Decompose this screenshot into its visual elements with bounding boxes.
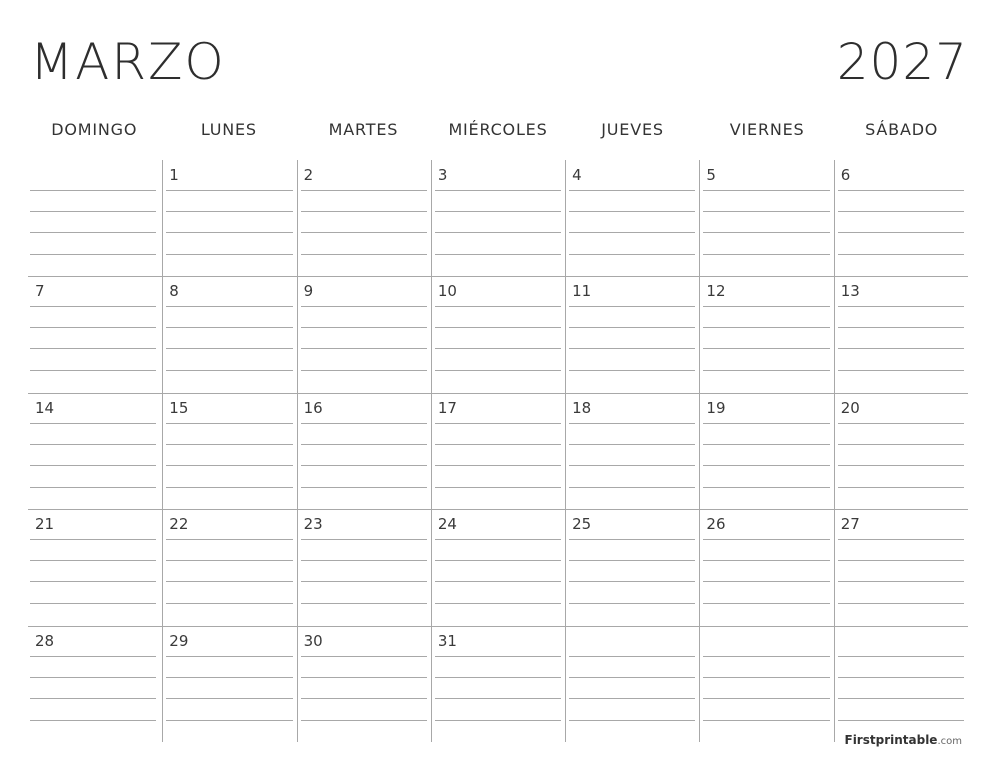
day-number: 21 bbox=[35, 515, 55, 534]
writing-line bbox=[301, 539, 427, 540]
day-cell bbox=[834, 509, 968, 625]
writing-line bbox=[838, 465, 964, 466]
day-number: 1 bbox=[169, 166, 179, 184]
writing-line bbox=[301, 581, 427, 582]
writing-line bbox=[435, 487, 561, 488]
writing-line bbox=[703, 539, 829, 540]
writing-line bbox=[838, 720, 964, 721]
day-number: 15 bbox=[169, 398, 189, 417]
writing-line bbox=[838, 444, 964, 445]
writing-line bbox=[166, 465, 292, 466]
day-cell bbox=[834, 626, 968, 742]
writing-line bbox=[30, 720, 156, 721]
writing-line bbox=[301, 560, 427, 561]
writing-line bbox=[30, 487, 156, 488]
writing-line bbox=[301, 465, 427, 466]
writing-line bbox=[30, 306, 156, 307]
writing-line bbox=[166, 677, 292, 678]
day-cell bbox=[699, 626, 833, 742]
writing-line bbox=[166, 487, 292, 488]
writing-line bbox=[703, 327, 829, 328]
writing-line bbox=[838, 190, 964, 191]
column-separator bbox=[699, 160, 700, 742]
writing-line bbox=[703, 603, 829, 604]
calendar-grid bbox=[28, 160, 968, 742]
day-cell bbox=[699, 276, 833, 392]
day-number: 25 bbox=[572, 515, 592, 534]
writing-line bbox=[166, 190, 292, 191]
day-cell bbox=[162, 626, 296, 742]
writing-line bbox=[166, 306, 292, 307]
writing-line bbox=[703, 348, 829, 349]
day-number: 7 bbox=[35, 282, 45, 301]
day-number: 10 bbox=[437, 282, 457, 301]
writing-line bbox=[703, 560, 829, 561]
week-separator bbox=[28, 509, 968, 510]
writing-line bbox=[569, 465, 695, 466]
writing-line bbox=[30, 698, 156, 699]
writing-line bbox=[569, 190, 695, 191]
writing-line bbox=[569, 487, 695, 488]
day-cell bbox=[297, 509, 431, 625]
column-separator bbox=[297, 160, 298, 742]
day-cell bbox=[162, 160, 296, 276]
day-cell bbox=[431, 160, 565, 276]
day-number: 29 bbox=[169, 631, 189, 650]
writing-line bbox=[703, 190, 829, 191]
writing-line bbox=[301, 677, 427, 678]
writing-line bbox=[301, 370, 427, 371]
writing-line bbox=[435, 327, 561, 328]
writing-line bbox=[301, 444, 427, 445]
day-number: 17 bbox=[437, 398, 457, 417]
writing-line bbox=[838, 677, 964, 678]
writing-line bbox=[166, 232, 292, 233]
writing-line bbox=[435, 254, 561, 255]
day-cell bbox=[565, 160, 699, 276]
day-cell bbox=[28, 626, 162, 742]
writing-line bbox=[703, 487, 829, 488]
writing-line bbox=[166, 603, 292, 604]
writing-line bbox=[703, 211, 829, 212]
column-separator bbox=[565, 160, 566, 742]
weekday-label: MARTES bbox=[328, 120, 399, 139]
writing-line bbox=[703, 720, 829, 721]
writing-line bbox=[703, 656, 829, 657]
writing-line bbox=[838, 306, 964, 307]
week-separator bbox=[28, 276, 968, 277]
writing-line bbox=[703, 232, 829, 233]
writing-line bbox=[569, 539, 695, 540]
writing-line bbox=[166, 423, 292, 424]
day-cell bbox=[297, 393, 431, 509]
writing-line bbox=[166, 560, 292, 561]
writing-line bbox=[435, 603, 561, 604]
year-title: 2027 bbox=[836, 33, 968, 91]
writing-line bbox=[30, 190, 156, 191]
writing-line bbox=[301, 306, 427, 307]
writing-line bbox=[30, 539, 156, 540]
writing-line bbox=[569, 232, 695, 233]
weekday-label: VIERNES bbox=[729, 120, 805, 139]
writing-line bbox=[703, 423, 829, 424]
writing-line bbox=[703, 306, 829, 307]
day-number: 26 bbox=[706, 515, 726, 534]
writing-line bbox=[301, 656, 427, 657]
writing-line bbox=[838, 327, 964, 328]
day-number: 27 bbox=[840, 515, 860, 534]
writing-line bbox=[703, 370, 829, 371]
day-cell bbox=[162, 509, 296, 625]
day-cell bbox=[834, 393, 968, 509]
day-number: 16 bbox=[303, 398, 323, 417]
writing-line bbox=[703, 698, 829, 699]
writing-line bbox=[301, 348, 427, 349]
writing-line bbox=[838, 348, 964, 349]
writing-line bbox=[30, 677, 156, 678]
brand-name: Firstprintable bbox=[844, 733, 938, 747]
writing-line bbox=[569, 698, 695, 699]
day-cell bbox=[28, 393, 162, 509]
writing-line bbox=[166, 348, 292, 349]
writing-line bbox=[301, 190, 427, 191]
day-cell bbox=[699, 393, 833, 509]
day-cell bbox=[162, 276, 296, 392]
writing-line bbox=[569, 370, 695, 371]
writing-line bbox=[30, 560, 156, 561]
writing-line bbox=[703, 254, 829, 255]
writing-line bbox=[30, 465, 156, 466]
writing-line bbox=[301, 720, 427, 721]
writing-line bbox=[703, 581, 829, 582]
weekday-label: MIÉRCOLES bbox=[448, 120, 548, 139]
writing-line bbox=[435, 348, 561, 349]
writing-line bbox=[166, 211, 292, 212]
writing-line bbox=[435, 444, 561, 445]
writing-line bbox=[569, 211, 695, 212]
writing-line bbox=[30, 327, 156, 328]
day-cell bbox=[565, 393, 699, 509]
day-number: 23 bbox=[303, 515, 323, 534]
day-number: 19 bbox=[706, 398, 726, 417]
writing-line bbox=[166, 539, 292, 540]
day-cell bbox=[565, 509, 699, 625]
day-cell bbox=[162, 393, 296, 509]
writing-line bbox=[30, 581, 156, 582]
writing-line bbox=[838, 254, 964, 255]
writing-line bbox=[435, 232, 561, 233]
writing-line bbox=[569, 348, 695, 349]
day-cell bbox=[297, 160, 431, 276]
writing-line bbox=[30, 370, 156, 371]
day-number: 31 bbox=[437, 631, 457, 650]
day-cell bbox=[431, 626, 565, 742]
brand-suffix: .com bbox=[937, 736, 962, 747]
day-number: 14 bbox=[35, 398, 55, 417]
day-number: 2 bbox=[303, 166, 314, 184]
writing-line bbox=[166, 254, 292, 255]
day-number: 20 bbox=[840, 398, 860, 417]
writing-line bbox=[838, 698, 964, 699]
writing-line bbox=[569, 254, 695, 255]
writing-line bbox=[435, 423, 561, 424]
writing-line bbox=[435, 581, 561, 582]
writing-line bbox=[30, 211, 156, 212]
writing-line bbox=[569, 327, 695, 328]
writing-line bbox=[166, 656, 292, 657]
writing-line bbox=[838, 211, 964, 212]
writing-line bbox=[301, 254, 427, 255]
day-number: 12 bbox=[706, 282, 726, 301]
week-separator bbox=[28, 626, 968, 627]
writing-line bbox=[301, 603, 427, 604]
day-cell bbox=[28, 509, 162, 625]
writing-line bbox=[166, 370, 292, 371]
writing-line bbox=[30, 444, 156, 445]
writing-line bbox=[166, 327, 292, 328]
day-number: 3 bbox=[437, 166, 448, 184]
weekday-label: LUNES bbox=[200, 120, 257, 139]
writing-line bbox=[301, 698, 427, 699]
writing-line bbox=[569, 306, 695, 307]
writing-line bbox=[569, 677, 695, 678]
writing-line bbox=[435, 370, 561, 371]
writing-line bbox=[569, 560, 695, 561]
writing-line bbox=[301, 211, 427, 212]
day-number: 8 bbox=[169, 282, 179, 301]
writing-line bbox=[435, 698, 561, 699]
weekday-header bbox=[27, 118, 969, 142]
day-number: 22 bbox=[169, 515, 189, 534]
day-cell bbox=[28, 160, 162, 276]
brand-footer bbox=[845, 733, 963, 747]
day-number: 13 bbox=[840, 282, 860, 301]
day-cell bbox=[565, 276, 699, 392]
writing-line bbox=[838, 232, 964, 233]
writing-line bbox=[435, 211, 561, 212]
writing-line bbox=[30, 423, 156, 424]
writing-line bbox=[30, 603, 156, 604]
writing-line bbox=[838, 370, 964, 371]
day-number: 9 bbox=[303, 282, 314, 301]
day-cell bbox=[297, 626, 431, 742]
writing-line bbox=[301, 423, 427, 424]
column-separator bbox=[431, 160, 432, 742]
writing-line bbox=[30, 348, 156, 349]
column-separator bbox=[162, 160, 163, 742]
day-cell bbox=[431, 509, 565, 625]
day-cell bbox=[297, 276, 431, 392]
writing-line bbox=[435, 190, 561, 191]
writing-line bbox=[703, 444, 829, 445]
writing-line bbox=[30, 232, 156, 233]
day-number: 6 bbox=[840, 166, 851, 184]
writing-line bbox=[838, 560, 964, 561]
writing-line bbox=[435, 306, 561, 307]
day-cell bbox=[431, 393, 565, 509]
weekday-label: JUEVES bbox=[601, 120, 664, 139]
day-cell bbox=[699, 160, 833, 276]
writing-line bbox=[166, 581, 292, 582]
day-cell bbox=[431, 276, 565, 392]
writing-line bbox=[301, 232, 427, 233]
column-separator bbox=[834, 160, 835, 742]
day-number: 11 bbox=[572, 282, 592, 301]
writing-line bbox=[838, 581, 964, 582]
writing-line bbox=[838, 423, 964, 424]
writing-line bbox=[166, 444, 292, 445]
writing-line bbox=[301, 487, 427, 488]
day-number: 5 bbox=[706, 166, 716, 184]
day-number: 18 bbox=[572, 398, 592, 417]
writing-line bbox=[30, 656, 156, 657]
writing-line bbox=[435, 560, 561, 561]
weekday-label: DOMINGO bbox=[51, 120, 138, 139]
writing-line bbox=[703, 465, 829, 466]
writing-line bbox=[838, 487, 964, 488]
weekday-label: SÁBADO bbox=[865, 120, 939, 139]
writing-line bbox=[301, 327, 427, 328]
writing-line bbox=[435, 539, 561, 540]
writing-line bbox=[838, 539, 964, 540]
writing-line bbox=[703, 677, 829, 678]
writing-line bbox=[569, 423, 695, 424]
writing-line bbox=[838, 603, 964, 604]
month-title: MARZO bbox=[30, 33, 226, 91]
day-cell bbox=[834, 276, 968, 392]
writing-line bbox=[435, 465, 561, 466]
writing-line bbox=[569, 720, 695, 721]
day-cell bbox=[834, 160, 968, 276]
day-cell bbox=[699, 509, 833, 625]
writing-line bbox=[569, 656, 695, 657]
writing-line bbox=[569, 603, 695, 604]
writing-line bbox=[838, 656, 964, 657]
week-separator bbox=[28, 393, 968, 394]
writing-line bbox=[166, 720, 292, 721]
writing-line bbox=[435, 677, 561, 678]
day-cell bbox=[565, 626, 699, 742]
day-number: 4 bbox=[572, 166, 582, 184]
writing-line bbox=[166, 698, 292, 699]
day-cell bbox=[28, 276, 162, 392]
writing-line bbox=[569, 581, 695, 582]
day-number: 24 bbox=[437, 515, 457, 534]
writing-line bbox=[569, 444, 695, 445]
day-number: 30 bbox=[303, 631, 323, 650]
writing-line bbox=[435, 656, 561, 657]
writing-line bbox=[435, 720, 561, 721]
day-number: 28 bbox=[35, 631, 55, 650]
writing-line bbox=[30, 254, 156, 255]
